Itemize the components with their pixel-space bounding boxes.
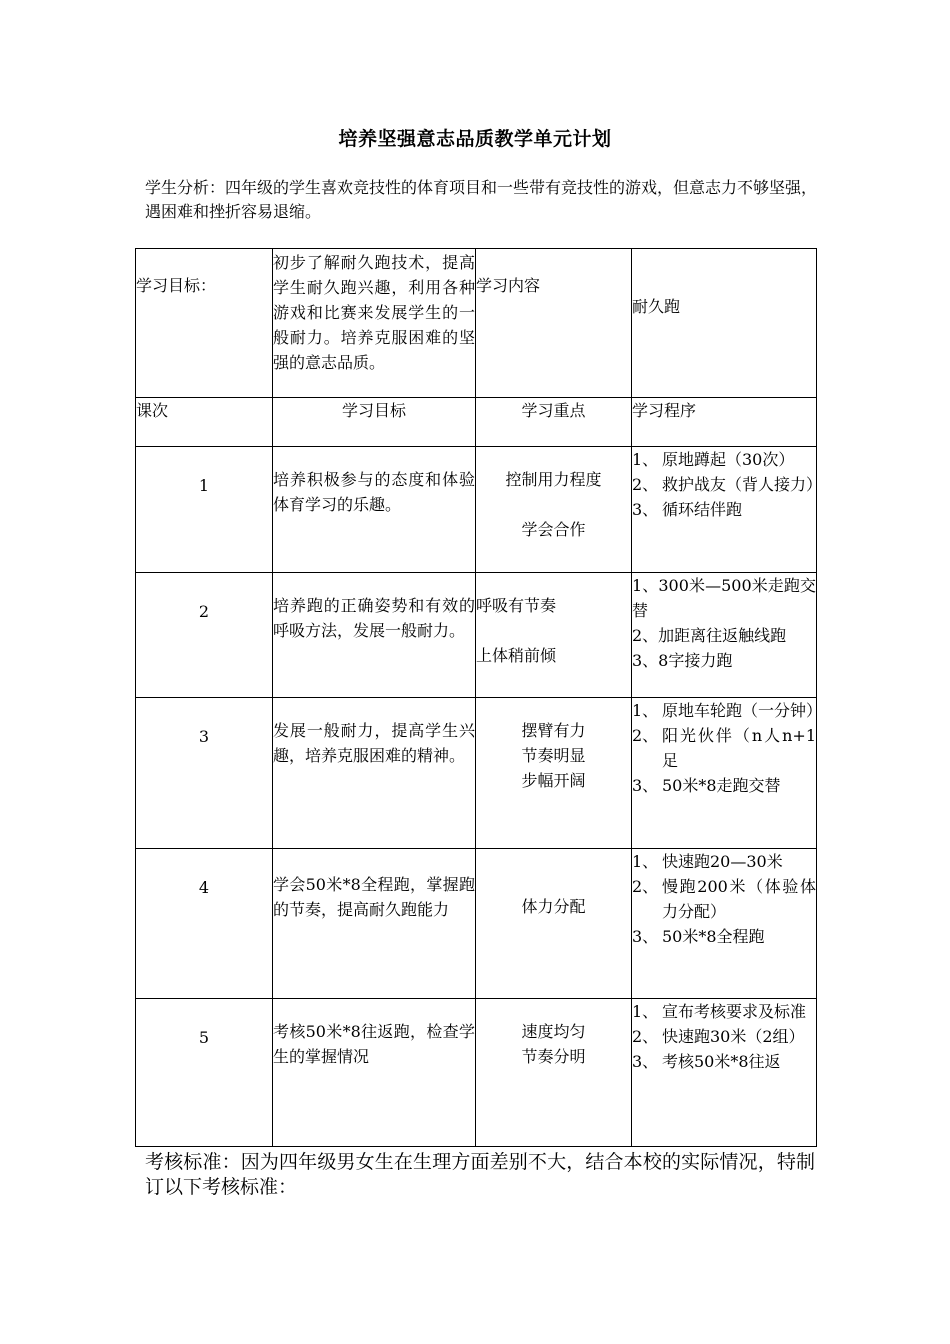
procedure-step <box>632 623 816 648</box>
lesson-focus <box>476 999 632 1147</box>
lesson-row <box>136 573 817 698</box>
column-header-procedure: 学习程序 <box>632 398 817 447</box>
procedure-step <box>632 447 816 472</box>
procedure-step <box>632 648 816 673</box>
procedure-step <box>632 723 816 773</box>
step-number: 2、 <box>632 877 659 896</box>
column-header-lesson: 课次 <box>136 398 273 447</box>
content-text: 耐久跑 <box>632 249 817 398</box>
procedure-step <box>632 773 816 798</box>
step-text: 考核50米*8往返 <box>662 1052 781 1071</box>
lesson-procedure <box>632 573 817 698</box>
goal-label: 学习目标： <box>136 249 273 398</box>
focus-line: 呼吸有节奏 <box>476 596 557 615</box>
focus-line <box>476 618 631 643</box>
step-number: 3、 <box>632 776 659 795</box>
lesson-focus <box>476 698 632 849</box>
content-label: 学习内容 <box>476 249 632 398</box>
lesson-row <box>136 999 817 1147</box>
step-number: 3、 <box>632 500 659 519</box>
focus-line: 步幅开阔 <box>521 771 586 790</box>
header-row <box>136 249 817 398</box>
step-text: 3、8字接力跑 <box>632 651 733 670</box>
step-text: 1、300米—500米走跑交替 <box>632 576 816 620</box>
step-number: 1、 <box>632 450 659 469</box>
focus-line: 体力分配 <box>521 897 586 916</box>
procedure-step <box>632 1024 816 1049</box>
lesson-procedure <box>632 849 817 999</box>
lesson-focus <box>476 849 632 999</box>
lesson-number: 3 <box>136 698 273 849</box>
step-text: 救护战友（背人接力） <box>662 475 823 494</box>
lesson-procedure <box>632 447 823 573</box>
lesson-focus <box>476 447 632 573</box>
focus-line: 学会合作 <box>521 520 586 539</box>
lesson-row <box>136 447 817 573</box>
procedure-step <box>632 874 816 924</box>
step-text: 慢跑200米（体验体力分配） <box>662 877 816 921</box>
lesson-procedure <box>632 999 817 1147</box>
step-number: 2、 <box>632 475 659 494</box>
assessment-standard: 考核标准：因为四年级男女生在生理方面差别不大，结合本校的实际情况，特制订以下考核标准： <box>145 1151 815 1198</box>
column-header-goal: 学习目标 <box>273 398 476 447</box>
step-text: 原地蹲起（30次） <box>662 450 795 469</box>
lesson-number: 2 <box>136 573 273 698</box>
step-text: 50米*8走跑交替 <box>662 776 781 795</box>
lesson-procedure <box>632 698 823 849</box>
step-number: 1、 <box>632 701 659 720</box>
lesson-row <box>136 849 817 999</box>
lesson-number: 1 <box>136 447 273 573</box>
procedure-step <box>632 1049 816 1074</box>
overall-goal: 初步了解耐久跑技术，提高学生耐久跑兴趣，利用各种游戏和比赛来发展学生的一般耐力。培养克服困难的坚强的意志品质。 <box>273 249 476 398</box>
lesson-number: 5 <box>136 999 273 1147</box>
step-text: 快速跑30米（2组） <box>662 1027 805 1046</box>
step-text: 宣布考核要求及标准 <box>662 1002 807 1021</box>
step-text: 50米*8全程跑 <box>662 927 765 946</box>
column-header-focus: 学习重点 <box>476 398 632 447</box>
lesson-focus <box>476 573 632 698</box>
focus-line: 摆臂有力 <box>521 721 586 740</box>
step-number: 2、 <box>632 726 659 745</box>
focus-line: 节奏分明 <box>521 1047 586 1066</box>
procedure-step <box>632 472 823 497</box>
focus-line: 控制用力程度 <box>505 470 602 489</box>
step-number: 1、 <box>632 1002 659 1021</box>
step-text: 循环结伴跑 <box>662 500 743 519</box>
step-text: 原地车轮跑（一分钟） <box>662 701 823 720</box>
lesson-goal: 考核50米*8往返跑，检查学生的掌握情况 <box>273 999 476 1147</box>
procedure-step <box>632 698 823 723</box>
lesson-goal: 学会50米*8全程跑，掌握跑的节奏，提高耐久跑能力 <box>273 849 476 999</box>
lesson-number: 4 <box>136 849 273 999</box>
lesson-goal: 培养积极参与的态度和体验体育学习的乐趣。 <box>273 447 476 573</box>
procedure-step <box>632 999 816 1024</box>
student-analysis: 学生分析：四年级的学生喜欢竞技性的体育项目和一些带有竞技性的游戏，但意志力不够坚强，遇困难和挫折容易退缩。 <box>145 178 818 221</box>
step-text: 2、加距离往返触线跑 <box>632 626 787 645</box>
step-text: 阳光伙伴（n人n+1足 <box>662 726 816 770</box>
lesson-goal: 发展一般耐力，提高学生兴趣，培养克服困难的精神。 <box>273 698 476 849</box>
step-number: 3、 <box>632 927 659 946</box>
lesson-row <box>136 698 817 849</box>
unit-plan-table <box>135 248 823 1147</box>
focus-line: 速度均匀 <box>521 1022 586 1041</box>
column-header-row <box>136 398 817 447</box>
procedure-step <box>632 497 816 522</box>
focus-line: 节奏明显 <box>521 746 586 765</box>
step-number: 3、 <box>632 1052 659 1071</box>
lesson-goal: 培养跑的正确姿势和有效的呼吸方法，发展一般耐力。 <box>273 573 476 698</box>
procedure-step <box>632 849 816 874</box>
page-title: 培养坚强意志品质教学单元计划 <box>338 128 612 150</box>
procedure-step <box>632 573 816 623</box>
step-text: 快速跑20—30米 <box>662 852 783 871</box>
focus-line: 上体稍前倾 <box>476 646 557 665</box>
procedure-step <box>632 924 816 949</box>
focus-line <box>476 492 631 517</box>
step-number: 1、 <box>632 852 659 871</box>
step-number: 2、 <box>632 1027 659 1046</box>
